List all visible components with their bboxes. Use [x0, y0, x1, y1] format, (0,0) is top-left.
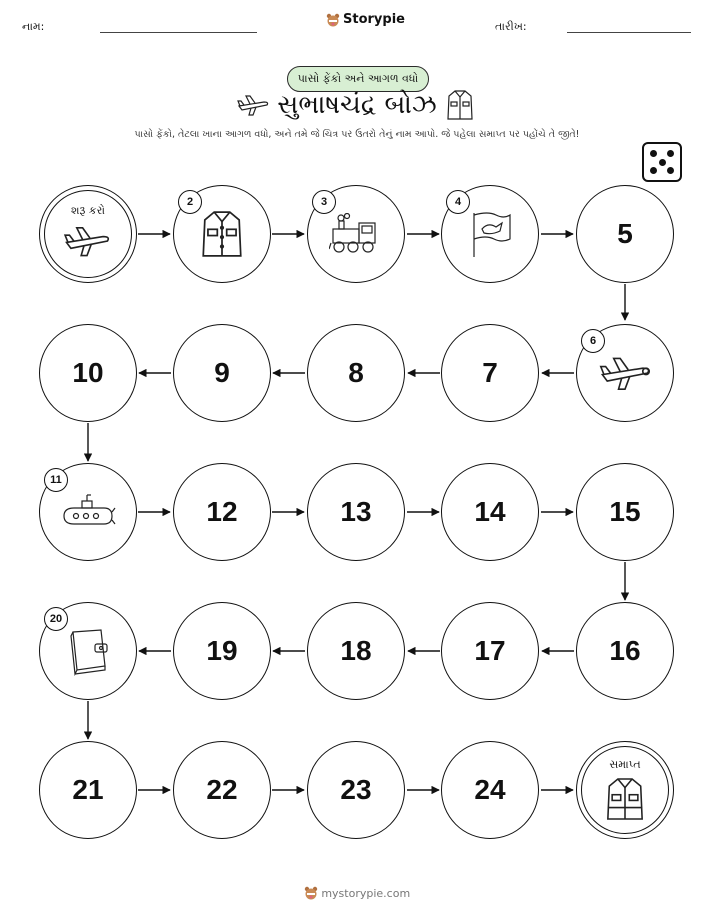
- space-number: 9: [214, 357, 230, 388]
- page-title: સુભાષચંદ્ર બોઝ: [277, 90, 437, 120]
- board-space-19[interactable]: [173, 602, 271, 700]
- space-number-badge: 4: [446, 190, 470, 214]
- game-type-pill: પાસો ફેંકો અને આગળ વધો: [287, 66, 429, 92]
- bear-logo-icon: [304, 886, 318, 900]
- space-number: 22: [206, 774, 238, 805]
- space-number: 19: [206, 635, 238, 666]
- board-space-15[interactable]: [576, 463, 674, 561]
- space-number: 23: [340, 774, 372, 805]
- flag-icon: [468, 209, 512, 259]
- space-number: 18: [340, 635, 372, 666]
- board-space-24[interactable]: [441, 741, 539, 839]
- airplane-icon: [62, 222, 112, 260]
- board-space-8[interactable]: [307, 324, 405, 422]
- space-number: 16: [609, 635, 641, 666]
- space-number-badge: 2: [178, 190, 202, 214]
- airplane-icon: [597, 352, 653, 394]
- board-space-22[interactable]: [173, 741, 271, 839]
- board-space-5[interactable]: [576, 185, 674, 283]
- space-number: 21: [72, 774, 104, 805]
- board-space-2[interactable]: [173, 185, 271, 283]
- space-number: 13: [340, 496, 372, 527]
- space-number: 5: [617, 218, 633, 249]
- space-number-badge: 11: [44, 468, 68, 492]
- board-space-13[interactable]: [307, 463, 405, 561]
- space-number-badge: 20: [44, 607, 68, 631]
- finish-space[interactable]: [576, 741, 674, 839]
- train-icon: [329, 213, 383, 255]
- board-space-16[interactable]: [576, 602, 674, 700]
- space-number: 24: [474, 774, 506, 805]
- date-label: તારીખ:: [495, 20, 527, 33]
- space-number-badge: 3: [312, 190, 336, 214]
- space-number: 12: [206, 496, 238, 527]
- board-space-17[interactable]: [441, 602, 539, 700]
- footer: [0, 886, 714, 900]
- instructions-text: પાસો ફેંકો, તેટલા ખાના આગળ વધો, અને તમે જે ચિત્ર પર ઉતરો તેનું નામ આપો. જે પહેલા સમાપ્ત પર પહોંચે તે જીતે!: [134, 129, 580, 140]
- footer-site-link[interactable]: mystorypie.com: [321, 887, 411, 900]
- space-number: 17: [474, 635, 506, 666]
- board-space-4[interactable]: [441, 185, 539, 283]
- space-number: 14: [474, 496, 506, 527]
- space-number: 8: [348, 357, 364, 388]
- finish-label: સમાપ્ત: [609, 758, 641, 771]
- board-space-9[interactable]: [173, 324, 271, 422]
- board-space-14[interactable]: [441, 463, 539, 561]
- start-label: શરૂ કરો: [70, 204, 106, 217]
- board-space-3[interactable]: [307, 185, 405, 283]
- brand-name: Storypie: [343, 12, 405, 27]
- board-space-23[interactable]: [307, 741, 405, 839]
- jacket-icon: [200, 209, 244, 259]
- space-number: 10: [72, 357, 104, 388]
- jacket-icon: [605, 776, 645, 822]
- board-space-21[interactable]: [39, 741, 137, 839]
- board-space-10[interactable]: [39, 324, 137, 422]
- board-space-18[interactable]: [307, 602, 405, 700]
- book-icon: [65, 626, 111, 676]
- start-space[interactable]: [39, 185, 137, 283]
- board-space-7[interactable]: [441, 324, 539, 422]
- board-space-11[interactable]: [39, 463, 137, 561]
- board-space-12[interactable]: [173, 463, 271, 561]
- submarine-icon: [60, 492, 116, 532]
- name-label: નામ:: [22, 20, 45, 33]
- space-number-badge: 6: [581, 329, 605, 353]
- space-number: 7: [482, 357, 498, 388]
- space-number: 15: [609, 496, 641, 527]
- board-space-20[interactable]: [39, 602, 137, 700]
- board-space-6[interactable]: [576, 324, 674, 422]
